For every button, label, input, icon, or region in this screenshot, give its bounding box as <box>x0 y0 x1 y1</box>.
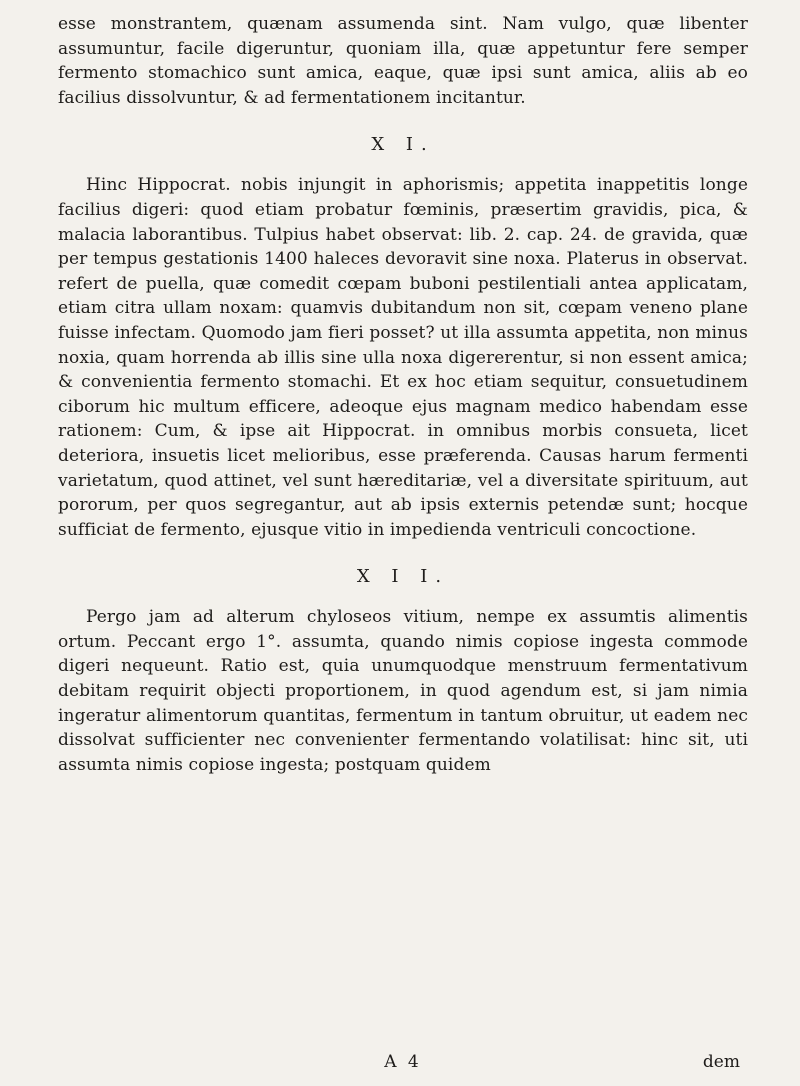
catchword: dem <box>702 1052 740 1072</box>
paragraph-intro: esse monstrantem, quænam assumenda sint. Nam vulgo, quæ libenter assumuntur, facile digeruntur, quoniam illa, quæ appetuntur fere semper fermento stomachico sunt amica, eaque, quæ ipsi sunt amica, aliis ab eo facilius dissolvuntur, & ad fermentationem incitantur. <box>58 14 748 108</box>
paragraph-section-xii: Pergo jam ad alterum chylosеos vitium, nempe ex assumtis alimentis ortum. Peccant ergo 1°. assumta, quando nimis copiose ingesta commode digeri nequeunt. Ratio est, quia unumquodque menstruum fermentativum debitam requirit objecti proportionem, in quod agendum est, si jam nimia ingeratur alimentorum quantitas, fermentum in tantum obruitur, ut eadem nec dissolvat sufficienter nec convenienter fermentando volatilisat: hinc sit, uti assumta nimis copiose ingesta; postquam quidem <box>58 607 748 775</box>
page-footer <box>58 1052 748 1076</box>
signature-mark: A 4 <box>384 1052 422 1072</box>
section-heading-xii: X I I. <box>356 566 450 588</box>
section-heading-xi: X I. <box>371 134 435 156</box>
paragraph-section-xi: Hinc Hippocrat. nobis injungit in aphorismis; appetita inappetitis longe facilius digeri: quod etiam probatur fœminis, præsertim gravidis, pica, & malacia laborantibus. Tulpius habet observat: lib. 2. cap. 24. de gravida, quæ per tempus gestationis 1400 haleces devoravit sine noxa. Platerus in observat. refert de puella, quæ comedit cœpam buboni pestilentiali antea applicatam, etiam citra ullam noxam: quamvis dubitandum non sit, cœpam veneno plane fuisse infectam. Quomodo jam fieri posset? ut illa assumta appetita, non minus noxia, quam horrenda ab illis sine ulla noxa digererentur, si non essent amica; & convenientia fermento stomachi. Et ex hoc etiam sequitur, consuetudinem ciborum hic multum efficere, adeoque ejus magnam medico habendam esse rationem: Cum, & ipse ait Hippocrat. in omnibus morbis consueta, licet deteriora, insuetis licet melioribus, esse præferenda. Causas harum fermenti varietatum, quod attinet, vel sunt hæreditariæ, vel a diversitate spirituum, aut pororum, per quos segregantur, aut ab ipsis externis petendæ sunt; hocque sufficiat de fermento, ejusque vitio in impedienda ventriculi concoctione. <box>58 175 748 540</box>
